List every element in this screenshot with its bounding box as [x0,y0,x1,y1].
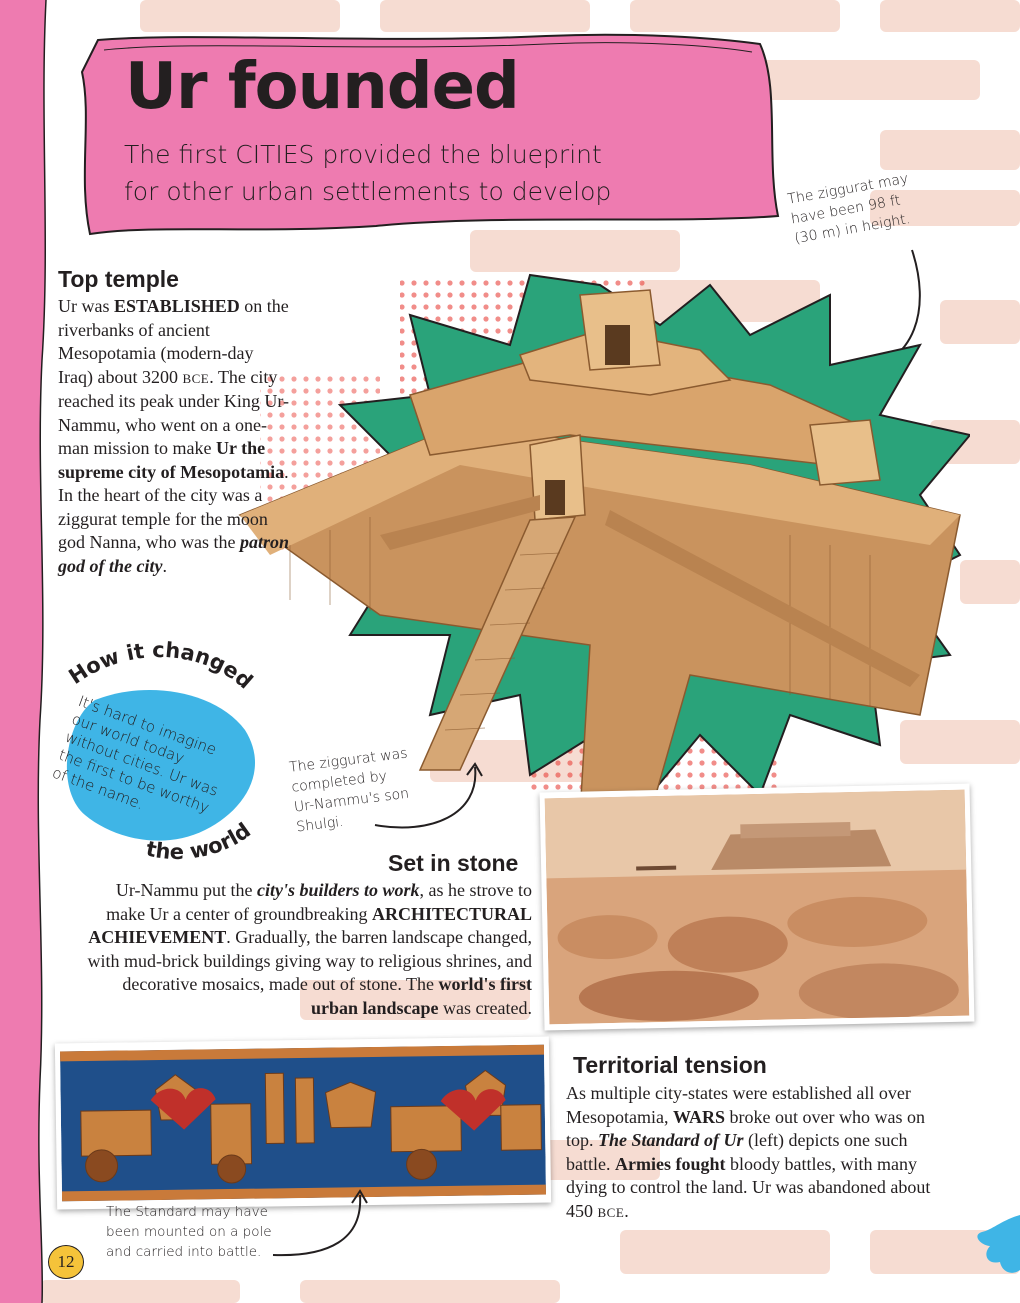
ziggurat-illustration [230,255,970,800]
bold-italic-span: The Standard of Ur [598,1130,744,1150]
text-span: . [624,1200,629,1221]
heading-territorial-tension: Territorial tension [573,1052,767,1078]
left-pink-strip [0,0,60,1303]
text-span: bloody battles, with many dying to control the land. Ur was abandoned about 450 [566,1153,931,1221]
text-span: on the riverbanks of ancient Mesopotamia (modern-day Iraq) about 3200 [58,296,289,387]
heading-top-temple: Top temple [58,266,179,292]
ruins-photo-image [545,790,970,1025]
bold-span: Armies fought [614,1153,726,1174]
ruins-photo [540,784,975,1031]
caption-shulgi: The ziggurat was completed by Ur-Nammu's son Shulgi. [288,745,410,836]
subtitle-line-1: The first CITIES provided the blueprint [124,140,602,169]
text-span: , as he strove to make Ur a center of groundbreaking [106,880,532,924]
page-title: Ur founded [125,50,519,124]
arrow-shulgi-caption [370,755,490,835]
text-span: . The city reached its peak under King Ur-Nammu, who went on a one-man mission to make [58,366,290,458]
blue-splash-decoration [972,1210,1020,1280]
bold-span: Ur the supreme city of Mesopotamia [58,438,285,482]
caption-standard: The Standard may have been mounted on a pole and carried into battle. [106,1204,272,1260]
text-span: . In the heart of the city was a ziggurat temple for the moon god Nanna, who was the [58,461,289,552]
bold-span: ESTABLISHED [114,296,240,316]
how-it-changed-text: It's hard to imagine our world today without cities. Ur was the first to be worthy of the name. [49,692,221,817]
bold-italic-span: patron god of the city [58,532,289,576]
caption-ziggurat-height: The ziggurat may have been 98 ft (30 m) in height. [786,170,912,248]
text-span: Ur-Nammu put the [115,880,257,900]
text-span: (left) depicts one such battle. [566,1130,908,1174]
text-span: As multiple city-states were established all over Mesopotamia, [566,1083,911,1127]
page-number: 12 [57,1252,75,1271]
text-span: . [162,555,167,576]
bold-span: world's first urban landscape [311,974,532,1018]
territorial-body [566,1082,950,1224]
standard-of-ur-photo [55,1037,551,1210]
small-caps-span: BCE [597,1204,625,1220]
set-in-stone-body [80,879,532,1020]
arrow-standard-caption [268,1185,378,1260]
bold-italic-span: city's builders to work [257,880,420,900]
page-number-badge [48,1245,84,1279]
bold-span: WARS [672,1106,725,1127]
text-span: . Gradually, the barren landscape changed, with mud-brick buildings giving way to religious shrines, and decorative mosaics, made out of stone. The [87,927,532,994]
text-span: was created. [438,997,532,1018]
arc-heading-top: How it changed [64,640,258,694]
small-caps-span: BCE [182,370,210,386]
arc-heading-bottom: the world [144,818,256,864]
top-temple-body [58,295,290,578]
subtitle-line-2: for other urban settlements to develop [124,177,612,206]
standard-mosaic-image [60,1045,546,1202]
bold-span: ARCHITECTURAL ACHIEVEMENT [88,903,532,947]
text-span: Ur was [58,296,114,316]
heading-set-in-stone: Set in stone [388,850,519,876]
text-span: broke out over who was on top. [566,1106,925,1150]
